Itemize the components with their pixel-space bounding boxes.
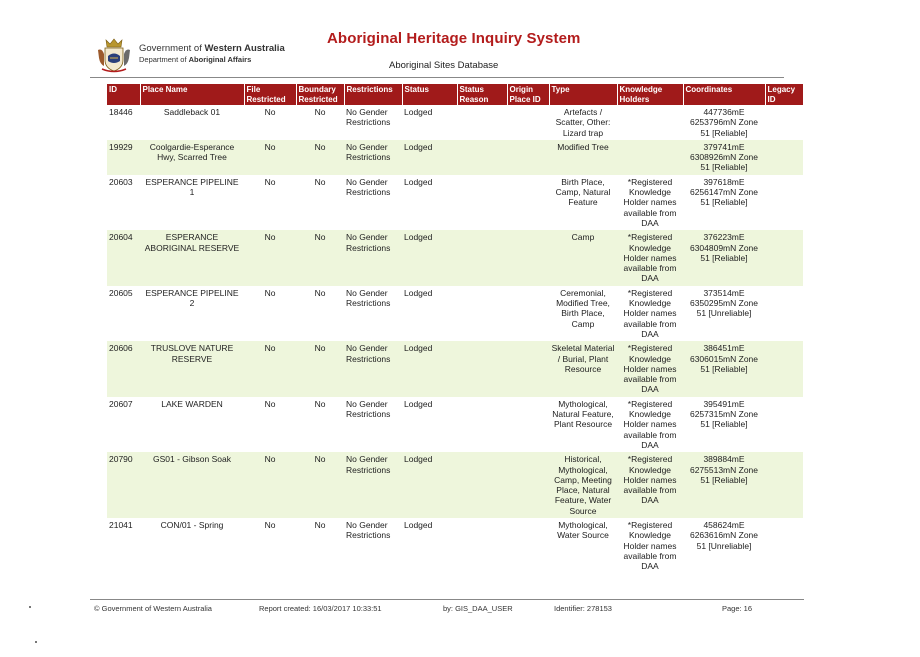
cell-legacy-id xyxy=(765,341,803,396)
cell-status-reason xyxy=(457,175,507,230)
column-header[interactable]: Knowledge Holders xyxy=(617,84,683,105)
cell-type: Artefacts / Scatter, Other: Lizard trap xyxy=(555,107,611,138)
table-row xyxy=(107,286,803,341)
cell-coordinates: 379741mE 6308926mN Zone 51 [Reliable] xyxy=(683,140,765,175)
cell-file-restricted: No xyxy=(264,287,276,298)
cell-status: Lodged xyxy=(404,287,433,298)
cell-origin-place-id xyxy=(507,105,549,140)
cell-knowledge-holders: *Registered Knowledge Holder names available from DAA xyxy=(623,398,677,450)
cell-file-restricted: No xyxy=(264,398,276,409)
header-divider xyxy=(90,77,784,78)
cell-file-restricted: No xyxy=(244,230,296,285)
gov-prefix: Government of xyxy=(139,43,205,54)
cell-id: 20604 xyxy=(107,230,140,285)
cell-coordinates: 373514mE 6350295mN Zone 51 [Unreliable] xyxy=(689,287,759,319)
cell-place-name: Coolgardie-Esperance Hwy, Scarred Tree xyxy=(140,140,244,175)
cell-boundary-restricted: No xyxy=(296,230,344,285)
wa-crest-icon xyxy=(96,36,132,74)
cell-knowledge-holders: *Registered Knowledge Holder names available from DAA xyxy=(623,176,677,228)
cell-place-name: GS01 - Gibson Soak xyxy=(140,452,244,518)
cell-coordinates: 386451mE 6306015mN Zone 51 [Reliable] xyxy=(683,341,765,396)
cell-boundary-restricted: No xyxy=(314,107,326,117)
cell-origin-place-id xyxy=(507,175,549,230)
cell-type: Mythological, Natural Feature, Plant Resource xyxy=(552,398,614,430)
cell-place-name: Saddleback 01 xyxy=(163,107,221,117)
cell-boundary-restricted: No xyxy=(314,519,326,530)
column-header[interactable]: Boundary Restricted xyxy=(296,84,344,105)
cell-coordinates: 395491mE 6257315mN Zone 51 [Reliable] xyxy=(689,398,759,430)
cell-restrictions: No Gender Restrictions xyxy=(344,140,402,175)
footer-report-created: Report created: 16/03/2017 10:33:51 xyxy=(259,604,382,613)
gov-bold: Western Australia xyxy=(204,43,285,54)
cell-place-name: CON/01 - Spring xyxy=(160,519,224,530)
table-row xyxy=(107,397,803,452)
cell-type: Modified Tree xyxy=(549,140,617,175)
cell-legacy-id xyxy=(765,140,803,175)
column-header[interactable]: Type xyxy=(549,84,617,105)
cell-coordinates: 447736mE 6253796mN Zone 51 [Reliable] xyxy=(689,107,759,138)
cell-status-reason xyxy=(457,105,507,140)
footer-user: by: GIS_DAA_USER xyxy=(443,604,513,613)
cell-boundary-restricted: No xyxy=(296,140,344,175)
cell-status-reason xyxy=(457,286,507,341)
cell-id: 20607 xyxy=(109,398,133,409)
table-row xyxy=(107,230,803,285)
cell-origin-place-id xyxy=(507,397,549,452)
cell-boundary-restricted: No xyxy=(314,176,326,187)
cell-legacy-id xyxy=(765,175,803,230)
government-branding xyxy=(139,43,285,65)
cell-restrictions: No Gender Restrictions xyxy=(346,398,391,420)
cell-restrictions: No Gender Restrictions xyxy=(346,176,391,198)
table-row xyxy=(107,105,803,140)
cell-knowledge-holders: *Registered Knowledge Holder names available from DAA xyxy=(617,230,683,285)
column-header[interactable]: Coordinates xyxy=(683,84,765,105)
cell-origin-place-id xyxy=(507,341,549,396)
cell-place-name: ESPERANCE PIPELINE 2 xyxy=(145,287,239,309)
cell-type: Skeletal Material / Burial, Plant Resource xyxy=(549,341,617,396)
cell-place-name: TRUSLOVE NATURE RESERVE xyxy=(140,341,244,396)
cell-file-restricted: No xyxy=(264,107,276,117)
cell-place-name: ESPERANCE PIPELINE 1 xyxy=(145,176,239,198)
scan-speck xyxy=(35,641,37,643)
column-header[interactable]: Place Name xyxy=(140,84,244,105)
cell-origin-place-id xyxy=(507,452,549,518)
cell-knowledge-holders: *Registered Knowledge Holder names available from DAA xyxy=(617,452,683,518)
cell-status: Lodged xyxy=(402,140,457,175)
cell-legacy-id xyxy=(765,518,803,573)
cell-status-reason xyxy=(457,452,507,518)
cell-restrictions: No Gender Restrictions xyxy=(346,519,391,541)
cell-restrictions: No Gender Restrictions xyxy=(344,230,402,285)
cell-legacy-id xyxy=(765,105,803,140)
cell-id: 20603 xyxy=(109,176,133,187)
cell-type: Mythological, Water Source xyxy=(557,519,609,541)
sites-table xyxy=(107,84,804,573)
cell-knowledge-holders: *Registered Knowledge Holder names available from DAA xyxy=(617,341,683,396)
cell-coordinates: 389884mE 6275513mN Zone 51 [Reliable] xyxy=(683,452,765,518)
column-header[interactable]: File Restricted xyxy=(244,84,296,105)
column-header[interactable]: Legacy ID xyxy=(765,84,803,105)
cell-origin-place-id xyxy=(507,286,549,341)
cell-coordinates: 376223mE 6304809mN Zone 51 [Reliable] xyxy=(683,230,765,285)
column-header[interactable]: Status xyxy=(402,84,457,105)
cell-id: 21041 xyxy=(109,519,133,530)
cell-status-reason xyxy=(457,230,507,285)
table-row xyxy=(107,518,803,573)
cell-origin-place-id xyxy=(507,230,549,285)
cell-legacy-id xyxy=(765,397,803,452)
footer-divider xyxy=(90,599,804,600)
footer-page-number: Page: 16 xyxy=(722,604,753,613)
cell-boundary-restricted: No xyxy=(314,398,326,409)
cell-knowledge-holders xyxy=(617,140,683,175)
cell-legacy-id xyxy=(765,230,803,285)
page-subtitle: Aboriginal Sites Database xyxy=(389,60,499,71)
cell-knowledge-holders: *Registered Knowledge Holder names available from DAA xyxy=(623,519,677,572)
cell-id: 20606 xyxy=(107,341,140,396)
cell-type: Camp xyxy=(549,230,617,285)
table-row xyxy=(107,452,803,518)
cell-status: Lodged xyxy=(404,519,433,530)
cell-file-restricted: No xyxy=(244,140,296,175)
cell-knowledge-holders: *Registered Knowledge Holder names available from DAA xyxy=(623,287,677,339)
cell-boundary-restricted: No xyxy=(296,341,344,396)
footer-copyright: © Government of Western Australia xyxy=(94,604,212,613)
table-row xyxy=(107,341,803,396)
column-header[interactable]: Restrictions xyxy=(344,84,402,105)
scan-speck xyxy=(29,606,31,608)
cell-file-restricted: No xyxy=(244,452,296,518)
table-row xyxy=(107,140,803,175)
table-header-row xyxy=(107,84,803,105)
cell-restrictions: No Gender Restrictions xyxy=(344,341,402,396)
table-row xyxy=(107,175,803,230)
cell-restrictions: No Gender Restrictions xyxy=(344,452,402,518)
cell-status-reason xyxy=(457,341,507,396)
cell-status: Lodged xyxy=(404,398,433,409)
page-title: Aboriginal Heritage Inquiry System xyxy=(327,30,581,47)
cell-origin-place-id xyxy=(507,140,549,175)
dept-prefix: Department of xyxy=(139,55,189,64)
cell-type: Birth Place, Camp, Natural Feature xyxy=(555,176,611,208)
column-header[interactable]: Origin Place ID xyxy=(507,84,549,105)
cell-status: Lodged xyxy=(404,107,433,117)
cell-file-restricted: No xyxy=(244,341,296,396)
column-header[interactable]: Status Reason xyxy=(457,84,507,105)
cell-id: 20790 xyxy=(107,452,140,518)
cell-file-restricted: No xyxy=(264,176,276,187)
cell-status: Lodged xyxy=(402,230,457,285)
cell-status: Lodged xyxy=(402,452,457,518)
cell-boundary-restricted: No xyxy=(314,287,326,298)
cell-place-name: LAKE WARDEN xyxy=(161,398,223,409)
column-header[interactable]: ID xyxy=(107,84,140,105)
cell-coordinates: 397618mE 6256147mN Zone 51 [Reliable] xyxy=(689,176,759,208)
cell-status-reason xyxy=(457,140,507,175)
footer-identifier: Identifier: 278153 xyxy=(554,604,612,613)
cell-id: 20605 xyxy=(109,287,133,298)
cell-origin-place-id xyxy=(507,518,549,573)
dept-bold: Aboriginal Affairs xyxy=(188,55,252,64)
cell-file-restricted: No xyxy=(264,519,276,530)
cell-restrictions: No Gender Restrictions xyxy=(346,107,391,128)
cell-type: Historical, Mythological, Camp, Meeting Place, Natural Feature, Water Source xyxy=(549,452,617,518)
cell-legacy-id xyxy=(765,452,803,518)
cell-id: 18446 xyxy=(109,107,133,117)
cell-restrictions: No Gender Restrictions xyxy=(346,287,391,309)
cell-knowledge-holders xyxy=(617,105,683,140)
cell-legacy-id xyxy=(765,286,803,341)
cell-status-reason xyxy=(457,397,507,452)
cell-place-name: ESPERANCE ABORIGINAL RESERVE xyxy=(140,230,244,285)
cell-status-reason xyxy=(457,518,507,573)
cell-boundary-restricted: No xyxy=(296,452,344,518)
cell-type: Ceremonial, Modified Tree, Birth Place, Camp xyxy=(556,287,610,329)
cell-status: Lodged xyxy=(402,341,457,396)
cell-status: Lodged xyxy=(404,176,433,187)
cell-id: 19929 xyxy=(107,140,140,175)
cell-coordinates: 458624mE 6263616mN Zone 51 [Unreliable] xyxy=(689,519,759,551)
